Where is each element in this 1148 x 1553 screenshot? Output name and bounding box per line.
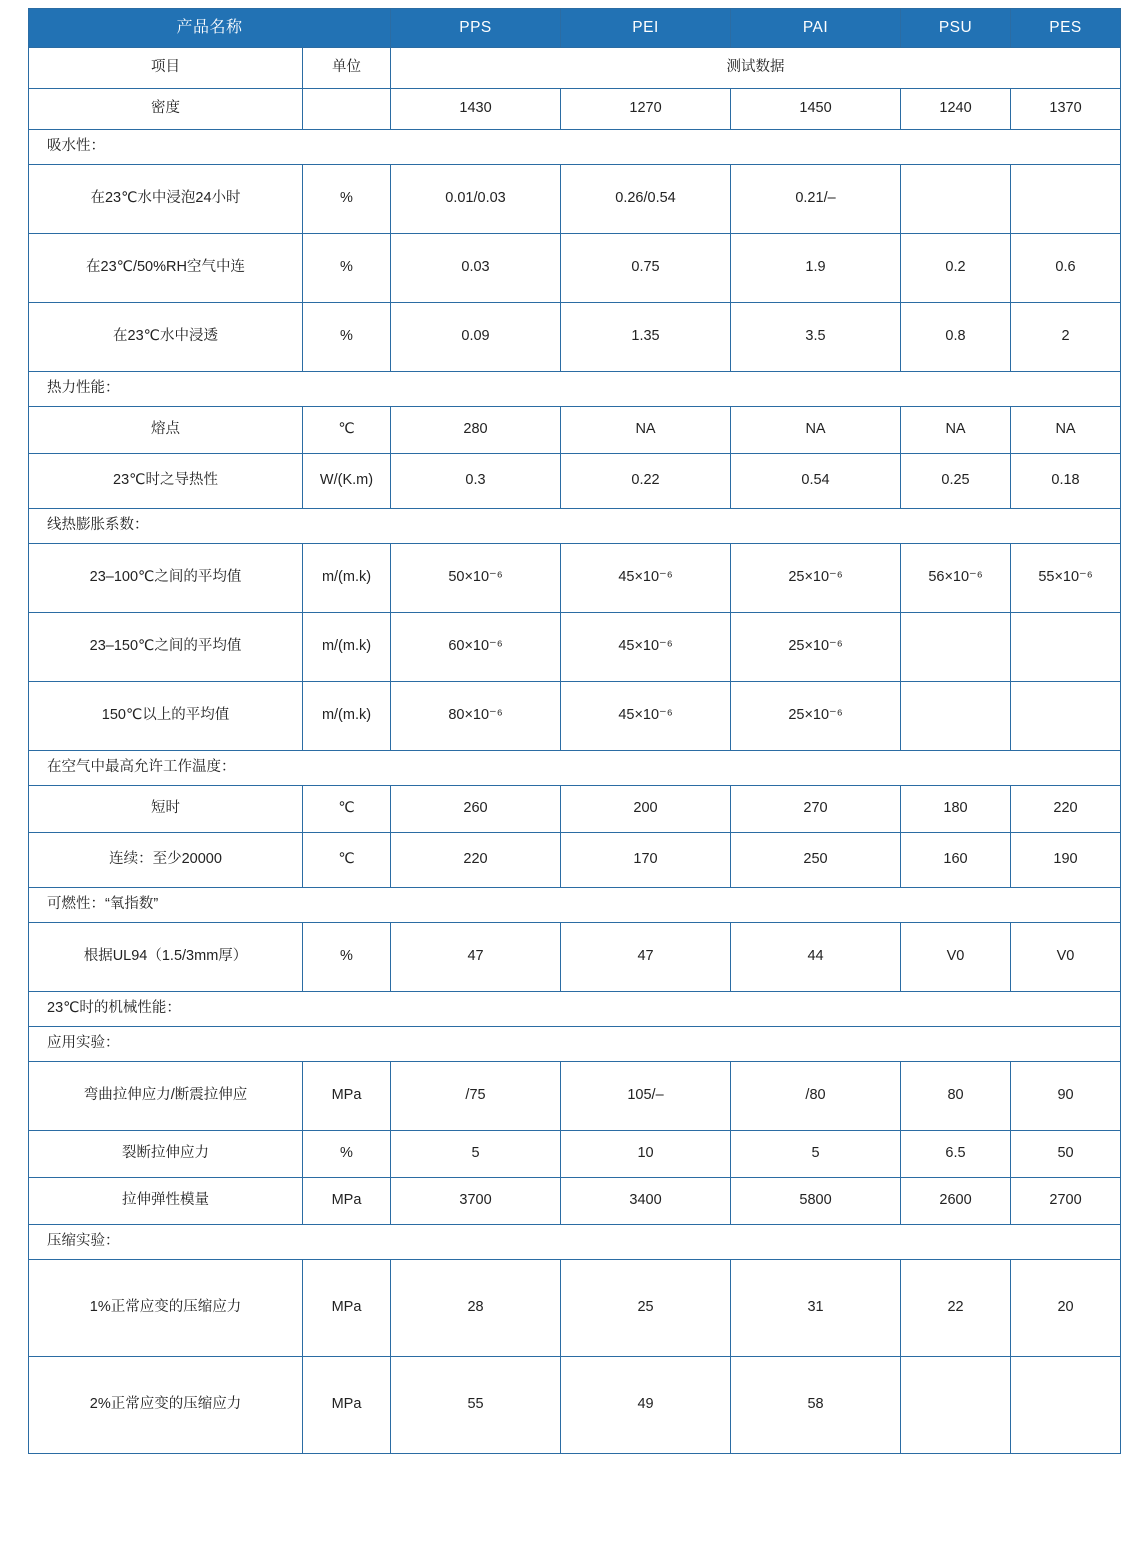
row-unit: MPa — [303, 1178, 391, 1225]
row-unit: ℃ — [303, 407, 391, 454]
cell-pei: 3400 — [561, 1178, 731, 1225]
cell-pes: V0 — [1011, 923, 1121, 992]
header-pes: PES — [1011, 9, 1121, 48]
cell-pei: 170 — [561, 833, 731, 888]
cell-pps: 0.03 — [391, 234, 561, 303]
section-label: 线热膨胀系数： — [29, 509, 1121, 544]
cell-pai: 250 — [731, 833, 901, 888]
cell-pes — [1011, 613, 1121, 682]
cell-pes: 220 — [1011, 786, 1121, 833]
section-row — [29, 1027, 1121, 1062]
table-row — [29, 833, 1121, 888]
cell-pps: 220 — [391, 833, 561, 888]
cell-psu: 0.8 — [901, 303, 1011, 372]
cell-pes — [1011, 1357, 1121, 1454]
cell-pps: 5 — [391, 1131, 561, 1178]
section-row — [29, 372, 1121, 407]
row-unit: % — [303, 1131, 391, 1178]
cell-pes: 0.6 — [1011, 234, 1121, 303]
row-unit: MPa — [303, 1260, 391, 1357]
row-unit: m/(m.k) — [303, 544, 391, 613]
cell-pai: 44 — [731, 923, 901, 992]
row-label: 在23℃水中浸泡24小时 — [29, 165, 303, 234]
cell-pes — [1011, 165, 1121, 234]
row-label: 23–150℃之间的平均值 — [29, 613, 303, 682]
row-unit: MPa — [303, 1357, 391, 1454]
row-unit: % — [303, 303, 391, 372]
table-row — [29, 407, 1121, 454]
cell-psu: 6.5 — [901, 1131, 1011, 1178]
cell-pei: 0.26/0.54 — [561, 165, 731, 234]
cell-pei: 1270 — [561, 89, 731, 130]
row-unit: ℃ — [303, 786, 391, 833]
row-unit: % — [303, 165, 391, 234]
cell-psu — [901, 1357, 1011, 1454]
table-row — [29, 1062, 1121, 1131]
cell-pps: 80×10⁻⁶ — [391, 682, 561, 751]
row-label: 弯曲拉伸应力/断震拉伸应 — [29, 1062, 303, 1131]
cell-pei: 1.35 — [561, 303, 731, 372]
section-label: 压缩实验： — [29, 1225, 1121, 1260]
cell-pai: 25×10⁻⁶ — [731, 682, 901, 751]
row-label: 密度 — [29, 89, 303, 130]
cell-pei: NA — [561, 407, 731, 454]
table-row — [29, 234, 1121, 303]
cell-pps: /75 — [391, 1062, 561, 1131]
cell-pps: 3700 — [391, 1178, 561, 1225]
row-label: 23℃时之导热性 — [29, 454, 303, 509]
table-header — [29, 9, 1121, 48]
cell-pei: 0.22 — [561, 454, 731, 509]
cell-pps: 260 — [391, 786, 561, 833]
cell-pps: 50×10⁻⁶ — [391, 544, 561, 613]
cell-psu: 2600 — [901, 1178, 1011, 1225]
cell-pes: 90 — [1011, 1062, 1121, 1131]
cell-pai: NA — [731, 407, 901, 454]
row-unit: m/(m.k) — [303, 682, 391, 751]
section-row — [29, 1225, 1121, 1260]
cell-psu: 56×10⁻⁶ — [901, 544, 1011, 613]
cell-pai: 25×10⁻⁶ — [731, 613, 901, 682]
row-label: 短时 — [29, 786, 303, 833]
cell-pps: 1430 — [391, 89, 561, 130]
section-row — [29, 888, 1121, 923]
cell-pai: 31 — [731, 1260, 901, 1357]
table-row — [29, 613, 1121, 682]
table-row — [29, 1260, 1121, 1357]
table-row — [29, 682, 1121, 751]
row-unit: W/(K.m) — [303, 454, 391, 509]
section-row — [29, 130, 1121, 165]
cell-psu: 0.25 — [901, 454, 1011, 509]
cell-pei: 10 — [561, 1131, 731, 1178]
row-label: 连续：至少20000 — [29, 833, 303, 888]
cell-psu: 1240 — [901, 89, 1011, 130]
header-pai: PAI — [731, 9, 901, 48]
row-label: 根据UL94（1.5/3mm厚） — [29, 923, 303, 992]
cell-pai: 25×10⁻⁶ — [731, 544, 901, 613]
cell-pei: 49 — [561, 1357, 731, 1454]
section-row — [29, 992, 1121, 1027]
subheader-item: 项目 — [29, 48, 303, 89]
cell-pai: /80 — [731, 1062, 901, 1131]
cell-pps: 0.01/0.03 — [391, 165, 561, 234]
row-label: 熔点 — [29, 407, 303, 454]
cell-pei: 105/– — [561, 1062, 731, 1131]
cell-pps: 47 — [391, 923, 561, 992]
table-row — [29, 544, 1121, 613]
cell-pei: 200 — [561, 786, 731, 833]
table-row — [29, 303, 1121, 372]
cell-pei: 0.75 — [561, 234, 731, 303]
cell-pes: 1370 — [1011, 89, 1121, 130]
cell-pes — [1011, 682, 1121, 751]
cell-pai: 1450 — [731, 89, 901, 130]
cell-pes: NA — [1011, 407, 1121, 454]
row-label: 在23℃/50%RH空气中连 — [29, 234, 303, 303]
row-unit: % — [303, 923, 391, 992]
table-body — [29, 48, 1121, 1454]
cell-psu: V0 — [901, 923, 1011, 992]
header-psu: PSU — [901, 9, 1011, 48]
row-label: 在23℃水中浸透 — [29, 303, 303, 372]
table-row — [29, 923, 1121, 992]
cell-pes: 0.18 — [1011, 454, 1121, 509]
cell-pai: 1.9 — [731, 234, 901, 303]
cell-pes: 20 — [1011, 1260, 1121, 1357]
cell-pps: 28 — [391, 1260, 561, 1357]
header-pei: PEI — [561, 9, 731, 48]
cell-pei: 47 — [561, 923, 731, 992]
table-row — [29, 1357, 1121, 1454]
row-unit: m/(m.k) — [303, 613, 391, 682]
cell-pps: 0.09 — [391, 303, 561, 372]
material-spec-table — [28, 8, 1121, 1454]
section-label: 吸水性： — [29, 130, 1121, 165]
row-unit: ℃ — [303, 833, 391, 888]
table-row — [29, 89, 1121, 130]
cell-pps: 55 — [391, 1357, 561, 1454]
cell-pei: 45×10⁻⁶ — [561, 613, 731, 682]
section-label: 应用实验： — [29, 1027, 1121, 1062]
cell-psu: 22 — [901, 1260, 1011, 1357]
header-pps: PPS — [391, 9, 561, 48]
section-label: 热力性能： — [29, 372, 1121, 407]
cell-psu — [901, 613, 1011, 682]
cell-pai: 0.21/– — [731, 165, 901, 234]
section-label: 可燃性：“氧指数” — [29, 888, 1121, 923]
cell-pes: 2700 — [1011, 1178, 1121, 1225]
cell-pai: 5 — [731, 1131, 901, 1178]
cell-pes: 190 — [1011, 833, 1121, 888]
header-product-name: 产品名称 — [29, 9, 391, 48]
row-label: 1%正常应变的压缩应力 — [29, 1260, 303, 1357]
cell-pei: 45×10⁻⁶ — [561, 682, 731, 751]
row-label: 150℃以上的平均值 — [29, 682, 303, 751]
subheader-testdata: 测试数据 — [391, 48, 1121, 89]
cell-pai: 0.54 — [731, 454, 901, 509]
row-label: 拉伸弹性模量 — [29, 1178, 303, 1225]
section-label: 23℃时的机械性能： — [29, 992, 1121, 1027]
cell-pps: 0.3 — [391, 454, 561, 509]
cell-pes: 55×10⁻⁶ — [1011, 544, 1121, 613]
row-unit: % — [303, 234, 391, 303]
cell-psu: NA — [901, 407, 1011, 454]
cell-psu: 80 — [901, 1062, 1011, 1131]
cell-psu — [901, 682, 1011, 751]
subheader-row — [29, 48, 1121, 89]
row-label: 2%正常应变的压缩应力 — [29, 1357, 303, 1454]
cell-psu: 0.2 — [901, 234, 1011, 303]
section-row — [29, 751, 1121, 786]
cell-pes: 2 — [1011, 303, 1121, 372]
cell-pai: 270 — [731, 786, 901, 833]
table-row — [29, 454, 1121, 509]
row-unit: MPa — [303, 1062, 391, 1131]
cell-pei: 25 — [561, 1260, 731, 1357]
table-row — [29, 1178, 1121, 1225]
header-row — [29, 9, 1121, 48]
row-unit — [303, 89, 391, 130]
cell-pai: 58 — [731, 1357, 901, 1454]
table-row — [29, 165, 1121, 234]
cell-psu — [901, 165, 1011, 234]
subheader-unit: 单位 — [303, 48, 391, 89]
cell-pai: 3.5 — [731, 303, 901, 372]
table-row — [29, 1131, 1121, 1178]
section-row — [29, 509, 1121, 544]
section-label: 在空气中最高允许工作温度： — [29, 751, 1121, 786]
row-label: 23–100℃之间的平均值 — [29, 544, 303, 613]
cell-pai: 5800 — [731, 1178, 901, 1225]
cell-pps: 280 — [391, 407, 561, 454]
table-row — [29, 786, 1121, 833]
cell-psu: 160 — [901, 833, 1011, 888]
cell-psu: 180 — [901, 786, 1011, 833]
row-label: 裂断拉伸应力 — [29, 1131, 303, 1178]
cell-pps: 60×10⁻⁶ — [391, 613, 561, 682]
cell-pei: 45×10⁻⁶ — [561, 544, 731, 613]
cell-pes: 50 — [1011, 1131, 1121, 1178]
